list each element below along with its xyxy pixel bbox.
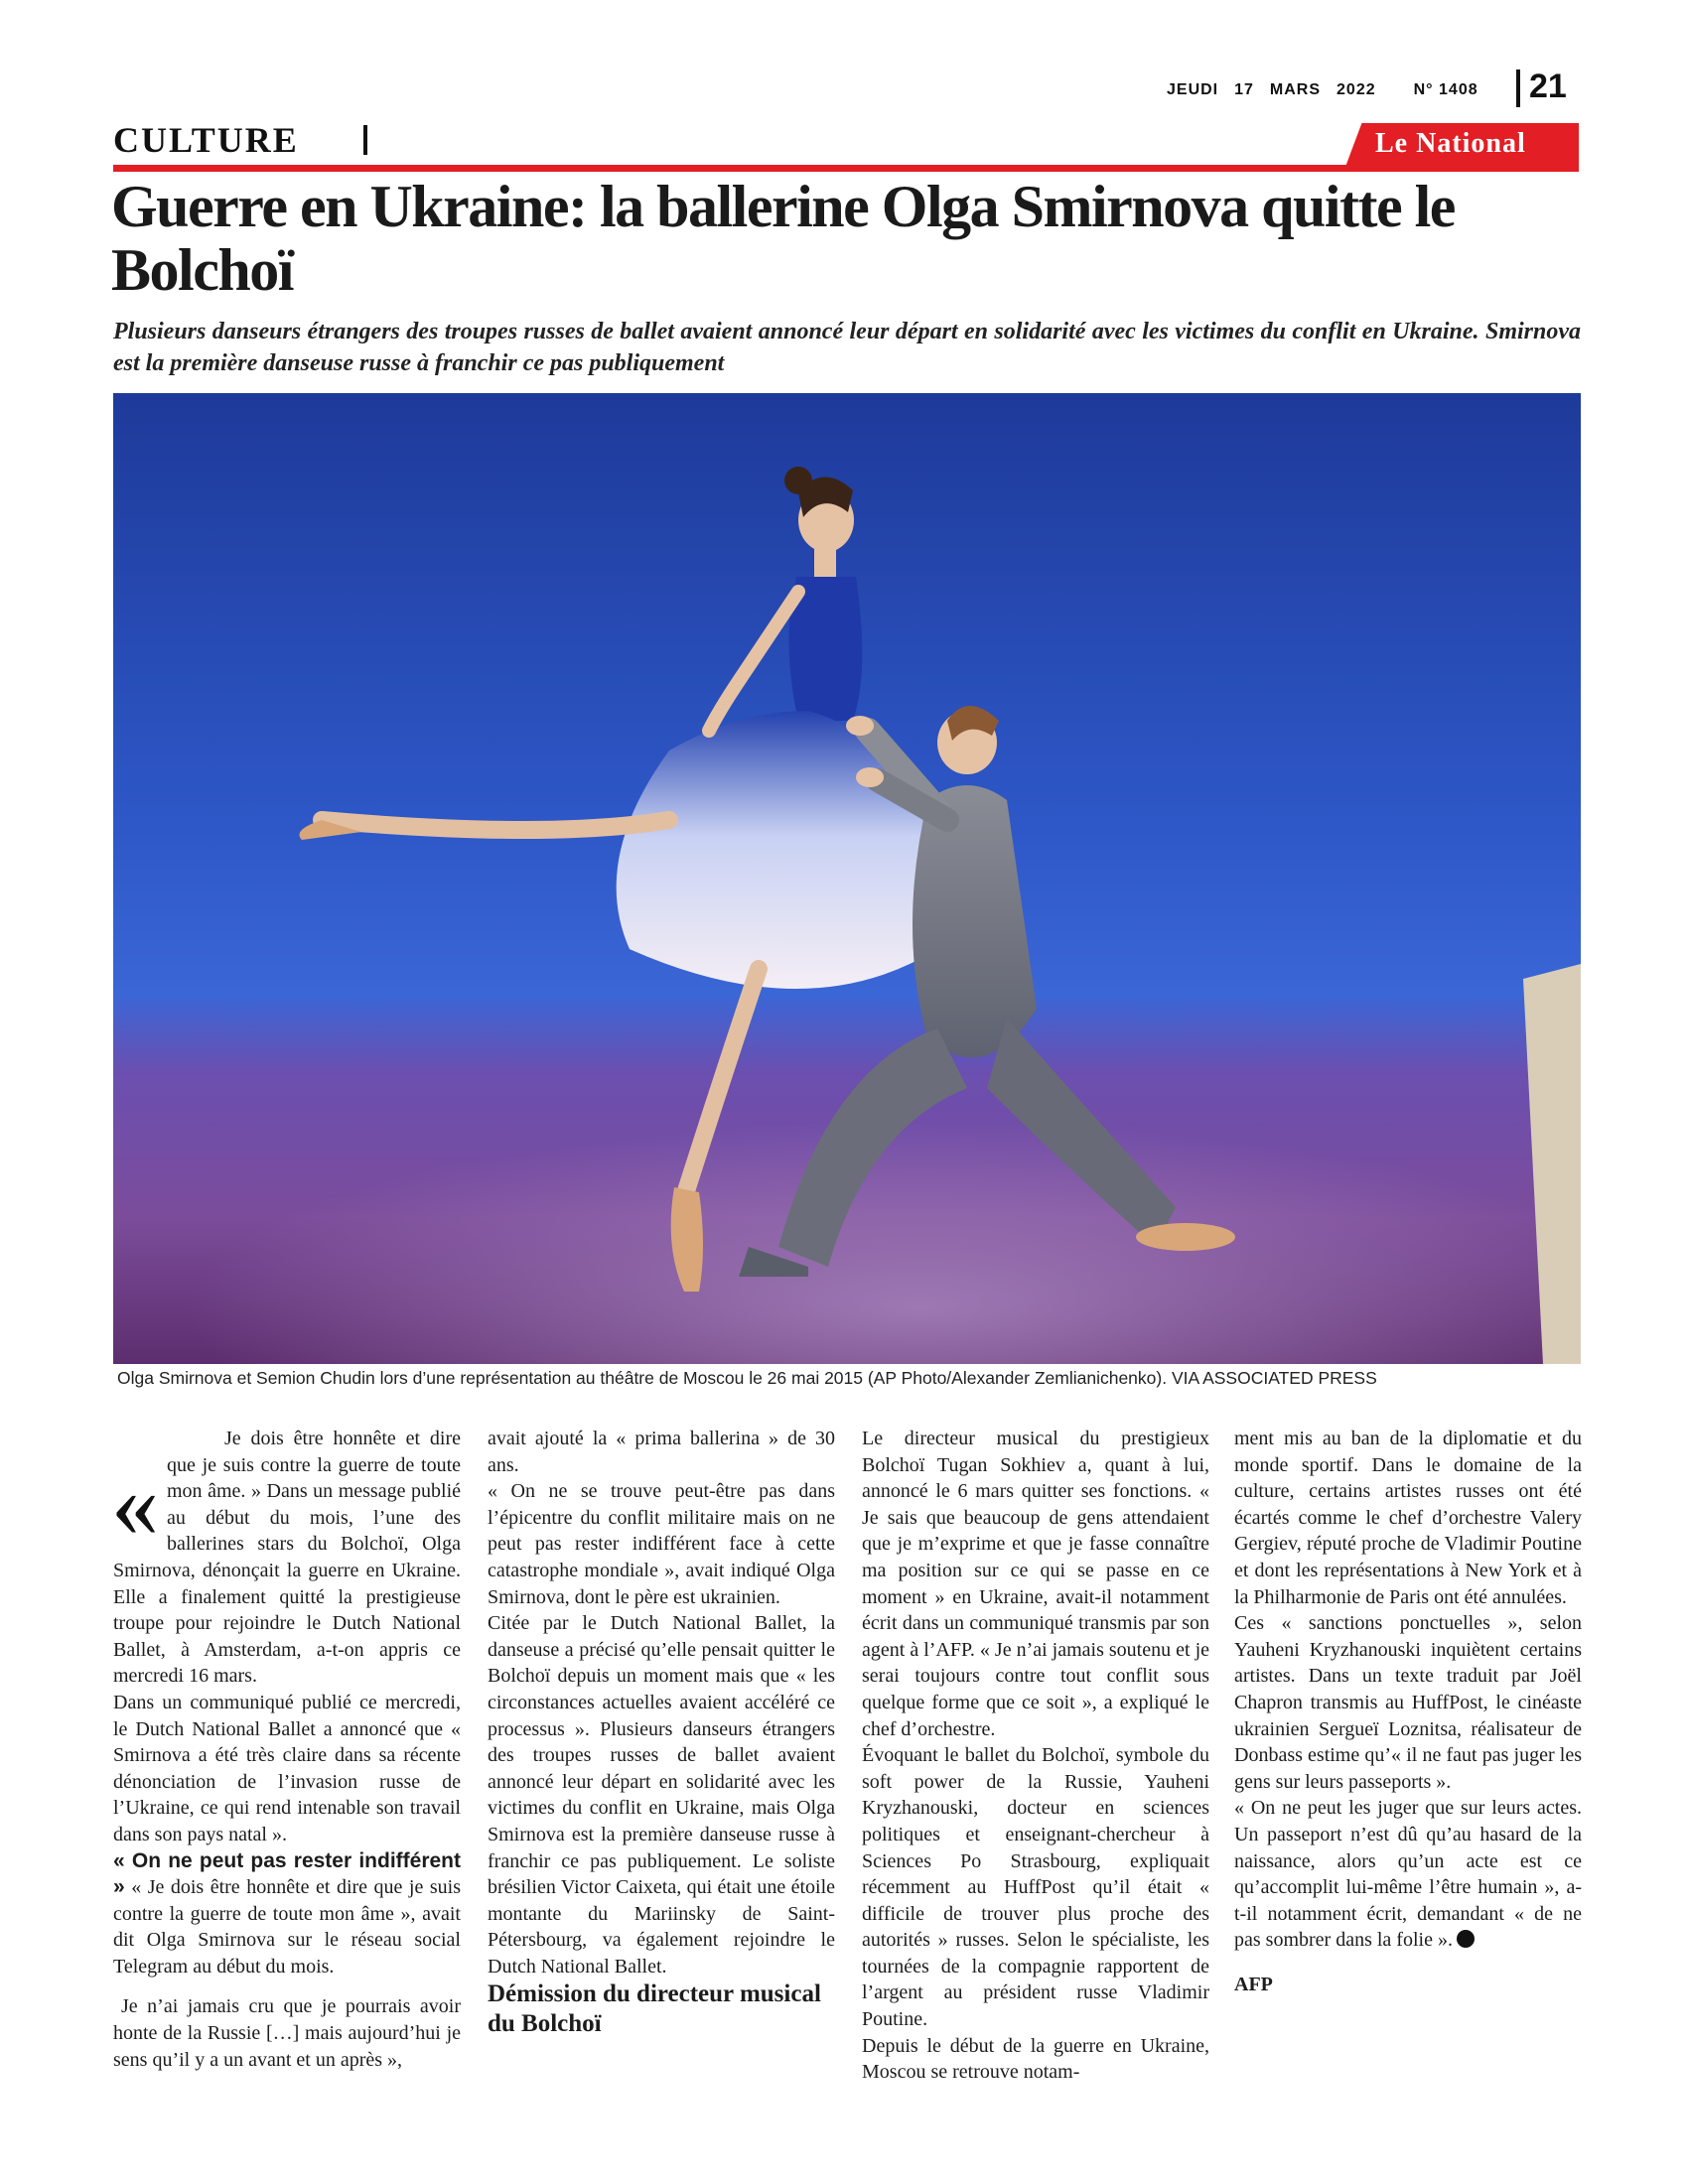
article-column-1 <box>113 1426 461 2073</box>
photo-caption: Olga Smirnova et Semion Chudin lors d’une représentation au théâtre de Moscou le 26 mai 2015 (AP Photo/Alexander Zemlianichenko). VIA ASSOCIATED PRESS <box>117 1368 1377 1388</box>
paragraph: Ces « sanctions ponctuelles », selon Yauheni Kryzhanouski inquiètent certains artistes. Dans un texte traduit par Joël Chapron transmis au HuffPost, le cinéaste ukrainien Sergueï Loznitsa, réalisateur de Donbass estime qu’« il ne faut pas juger les gens sur leurs passeports ». <box>1234 1612 1582 1793</box>
article-column-4 <box>1234 1426 1582 1997</box>
date-month: MARS <box>1269 81 1322 98</box>
subheading: Démission du directeur musical du Bolchoï <box>488 1980 821 2038</box>
ballet-photo-illustration <box>113 393 1581 1364</box>
section-label: CULTURE <box>113 120 299 160</box>
paragraph: ment mis au ban de la diplomatie et du monde sportif. Dans le domaine de la culture, certains artistes russes ont été écartés comme le chef d’orchestre Valery Gergiev, réputé proche de Vladimir Poutine et dont les représentations à New York et à la Philharmonie de Paris ont été annulées. <box>1234 1428 1582 1608</box>
paragraph-text: « On ne peut les juger que sur leurs actes. Un passeport n’est dû qu’au hasard de la naissance, alors qu’un acte est ce qu’accomplit lui-même l’être humain », a-t-il notamment écrit, demandant « de ne pas sombrer dans la folie ». <box>1234 1797 1582 1952</box>
issue-number: N° 1408 <box>1413 81 1478 98</box>
inline-heading: « On ne peut pas rester indifférent » <box>113 1848 461 1899</box>
date-number: 17 <box>1234 81 1254 98</box>
paragraph: Le directeur musical du prestigieux Bolchoï Tugan Sokhiev a, quant à lui, annoncé le 6 mars quitter ses fonctions. « Je sais que beaucoup de gens attendaient que je m’exprime et que je fasse connaître ma position sur ce qui se passe en ce moment » en Ukraine, avait-il notamment écrit dans un communiqué transmis par son agent à l’AFP. « Je n’ai jamais soutenu et je serai toujours contre tout conflit sous quelque forme que ce soit », a expliqué le chef d’orchestre. <box>862 1428 1209 1740</box>
paragraph: Je dois être honnête et dire que je suis contre la guerre de toute mon âme. » Dans un message publié au début du mois, l’une des ballerines stars du Bolchoï, Olga Smirnova, dénonçait la guerre en Ukraine. Elle a finalement quitté la prestigieuse troupe pour rejoindre le Dutch National Ballet, à Amsterdam, a-t-on appris ce mercredi 16 mars. <box>113 1428 461 1688</box>
article-column-2 <box>488 1426 835 2039</box>
paragraph: avait ajouté la « prima ballerina » de 30 ans. <box>488 1428 835 1476</box>
date-day: JEUDI <box>1167 81 1219 98</box>
article-signature: AFP <box>1234 1973 1273 1995</box>
headline: Guerre en Ukraine: la ballerine Olga Smirnova quitte le Bolchoï <box>111 174 1455 303</box>
header-rule <box>113 165 1579 172</box>
paragraph-text: « Je dois être honnête et dire que je suis contre la guerre de toute mon âme », avait dit Olga Smirnova sur le réseau social Telegram au début du mois. <box>113 1876 461 1978</box>
publication-name: Le National <box>1375 128 1526 159</box>
paragraph <box>113 1848 461 1980</box>
paragraph: Citée par le Dutch National Ballet, la danseuse a précisé qu’elle pensait quitter le Bolchoï depuis un moment mais que « les circonstances actuelles avaient accéléré ce processus ». Plusieurs danseurs étrangers des troupes russes de ballet avaient annoncé leur départ en solidarité avec les victimes du conflit en Ukraine, mais Olga Smirnova est la première danseuse russe à franchir ce pas publiquement. Le soliste brésilien Victor Caixeta, qui était une étoile montante du Mariinsky de Saint-Pétersbourg, va également rejoindre le Dutch National Ballet. <box>488 1612 835 1978</box>
article-photo <box>113 393 1581 1364</box>
date-year: 2022 <box>1336 81 1376 98</box>
paragraph: Évoquant le ballet du Bolchoï, symbole du soft power de la Russie, Yauheni Kryzhanouski, docteur en sciences politiques et enseignant-chercheur à Sciences Po Strasbourg, expliquait récemment au HuffPost qu’il était « difficile de trouver plus proche des autorités » russes. Selon le spécialiste, les tournées de la compagnie rapportent de l’argent au président russe Vladimir Poutine. <box>862 1744 1209 2031</box>
dateline <box>1167 81 1494 99</box>
section-divider <box>363 125 367 155</box>
lede: Plusieurs danseurs étrangers des troupes russes de ballet avaient annoncé leur départ en solidarité avec les victimes du conflit en Ukraine. Smirnova est la première danseuse russe à franchir ce pas publiquement <box>113 319 1581 376</box>
paragraph: Depuis le début de la guerre en Ukraine, Moscou se retrouve notam- <box>862 2034 1209 2084</box>
paragraph: Je n’ai jamais cru que je pourrais avoir honte de la Russie […] mais aujourd’hui je sens qu’il y a un avant et un après », <box>113 1995 461 2071</box>
paragraph: Dans un communiqué publié ce mercredi, le Dutch National Ballet a annoncé que « Smirnova a été très claire dans sa récente dénonciation de l’invasion russe de l’Ukraine, ce qui rend intenable son travail dans son pays natal ». <box>113 1691 461 1845</box>
page-number-divider <box>1516 69 1520 107</box>
end-mark-icon <box>1457 1930 1475 1948</box>
article-column-3 <box>862 1426 1209 2086</box>
paragraph <box>1234 1795 1582 1954</box>
paragraph: « On ne se trouve peut-être pas dans l’épicentre du conflit militaire mais on ne peut pas rester indifférent face à cette catastrophe mondiale », avait indiqué Olga Smirnova, dont le père est ukrainien. <box>488 1480 835 1608</box>
page-number: 21 <box>1529 68 1567 105</box>
opening-quote-mark: « <box>111 1450 159 1557</box>
